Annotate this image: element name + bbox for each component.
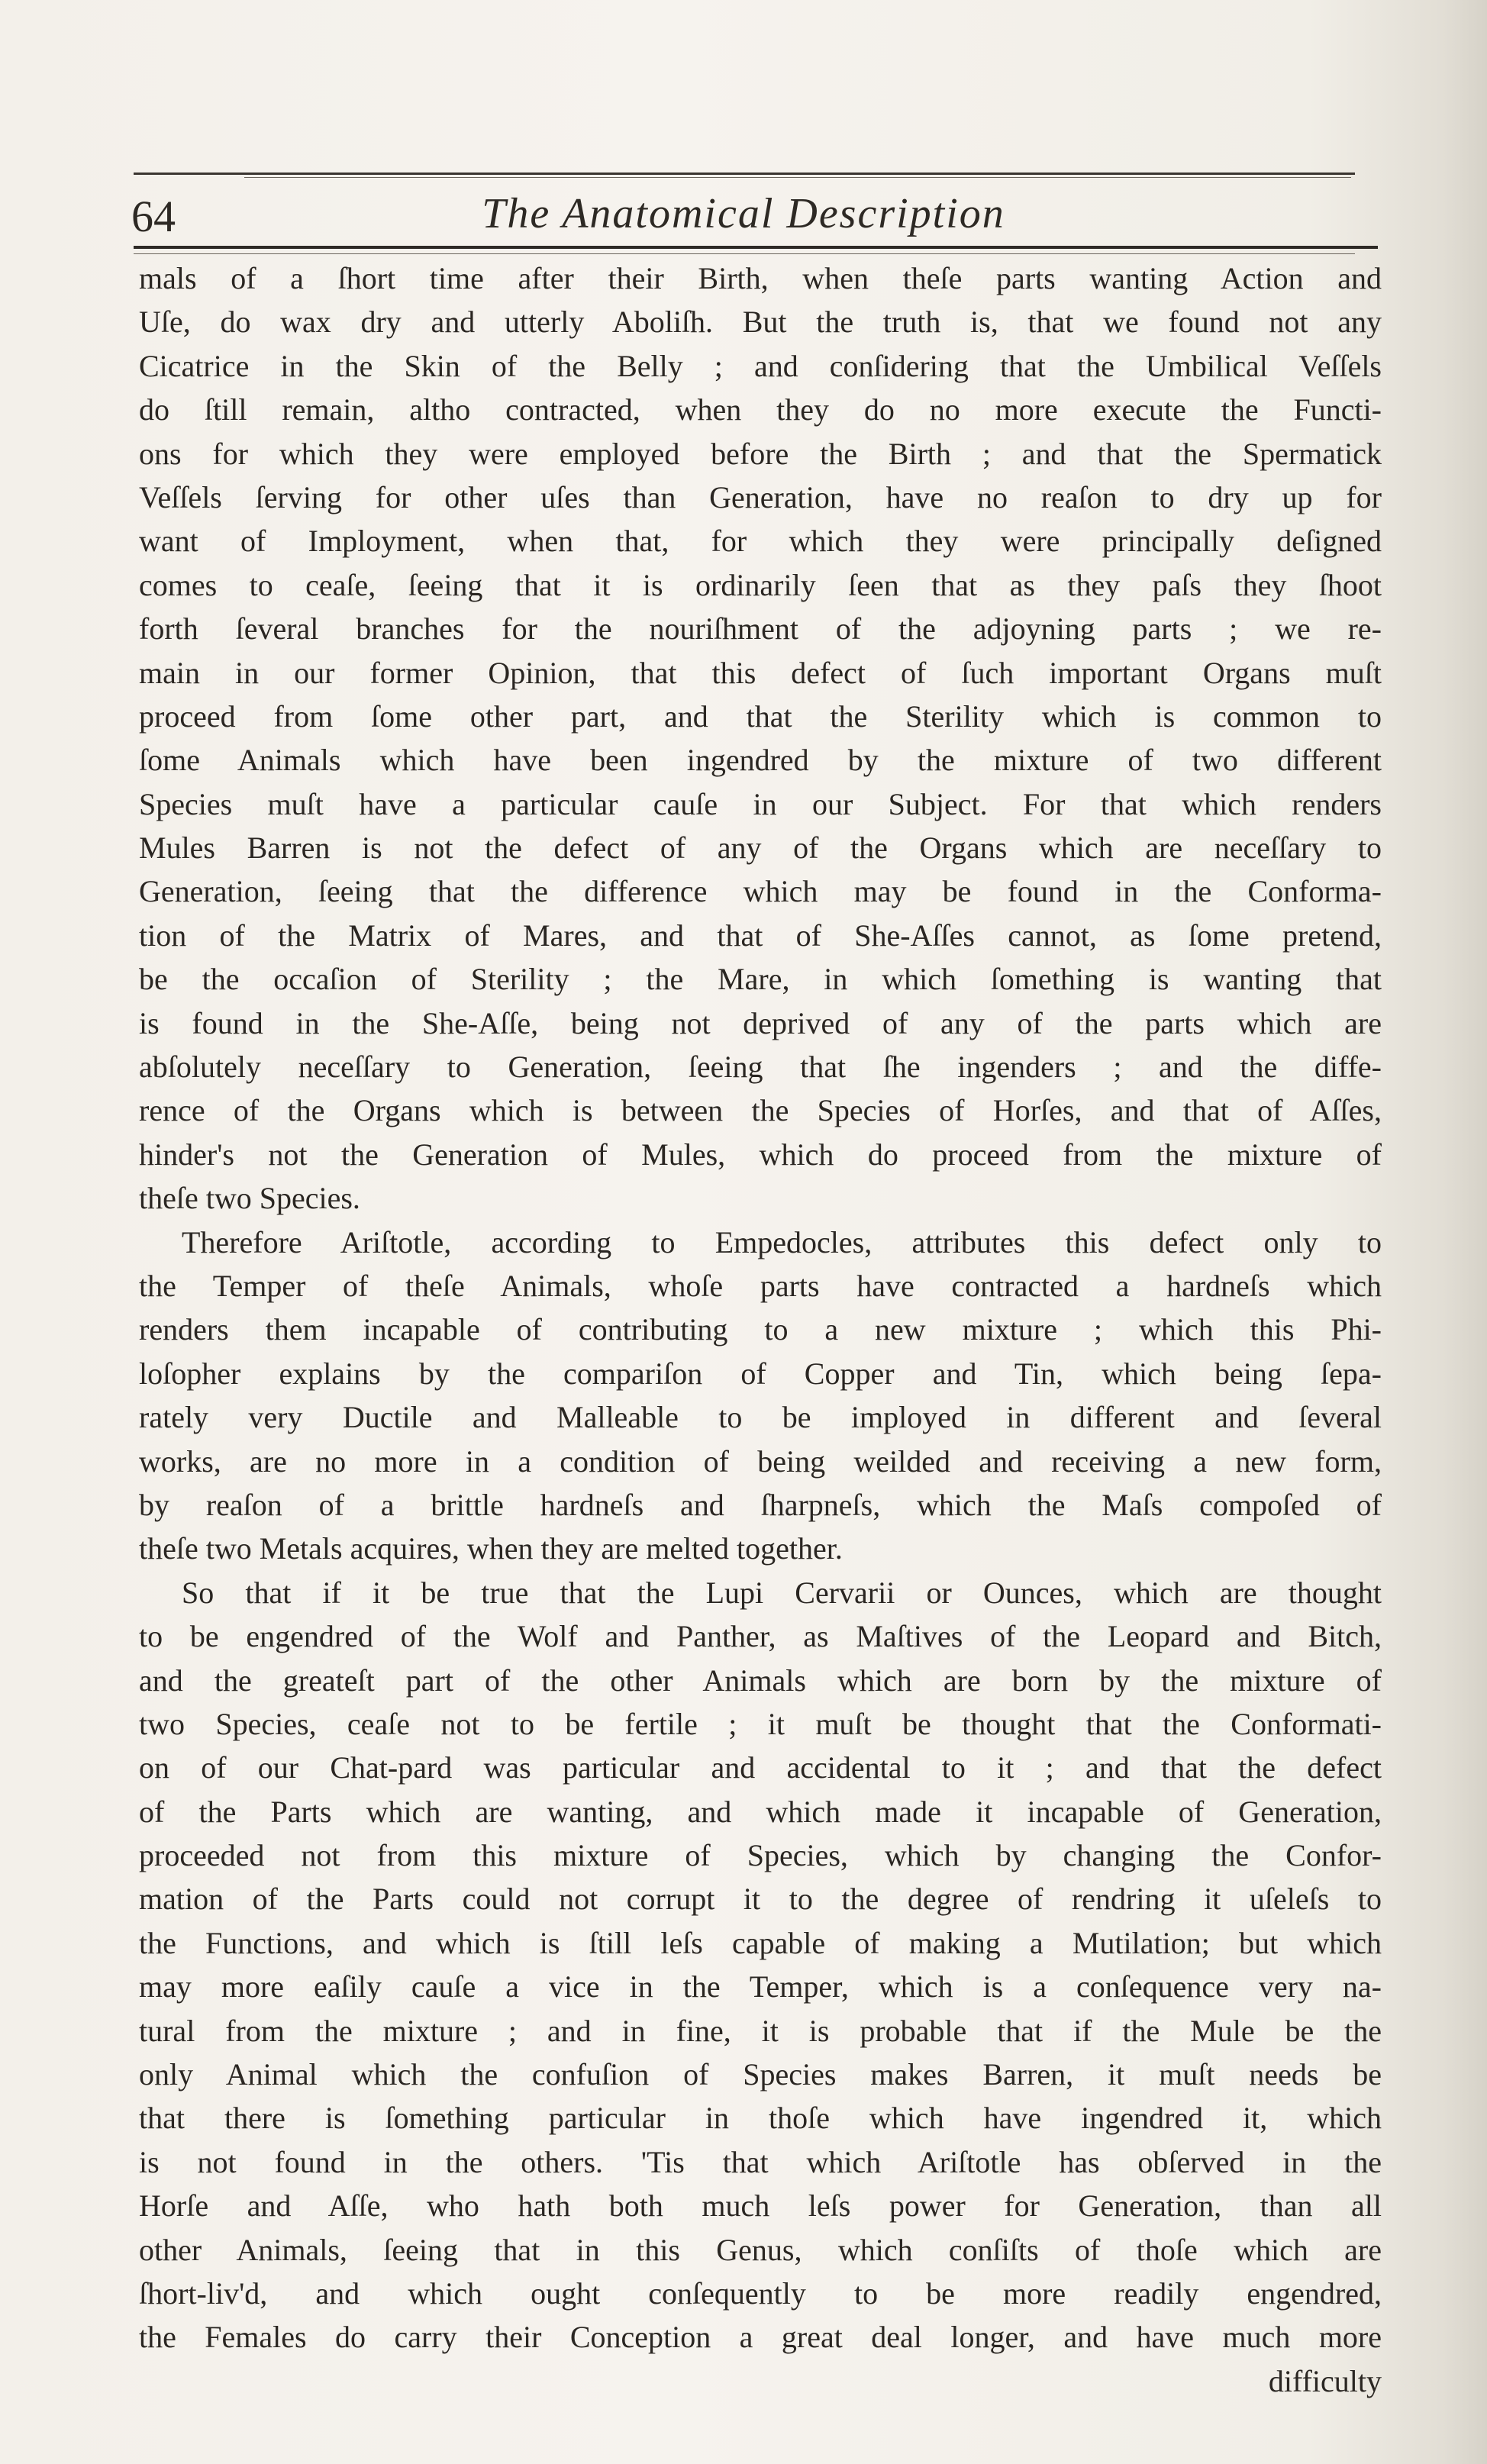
- text-line: Mules Barren is not the defect of any of the Organs which are neceſſary to: [139, 830, 1382, 866]
- body-text: [139, 256, 1382, 2403]
- text-line: proceeded not from this mixture of Species, which by changing the Confor-: [139, 1838, 1382, 1873]
- text-line: theſe two Species.: [139, 1181, 360, 1216]
- text-line: tural from the mixture ; and in fine, it is probable that if the Mule be the: [139, 2013, 1382, 2048]
- text-line: Veſſels ſerving for other uſes than Generation, have no reaſon to dry up for: [139, 479, 1382, 514]
- text-line: theſe two Metals acquires, when they are melted together.: [139, 1531, 843, 1566]
- header-rule-bottom-thin: [134, 253, 1355, 254]
- text-line: two Species, ceaſe not to be fertile ; it muſt be thought that the Conformati-: [139, 1706, 1382, 1741]
- text-line: may more eaſily cauſe a vice in the Temper, which is a conſequence very na-: [139, 1969, 1382, 2004]
- page-number: 64: [131, 192, 176, 241]
- header-rule-top: [134, 173, 1355, 175]
- text-line: proceed from ſome other part, and that the Sterility which is common to: [139, 698, 1382, 734]
- text-line: want of Imployment, when that, for which they were principally deſigned: [139, 524, 1382, 559]
- text-line: ſhort-liv'd, and which ought conſequently to be more readily engendred,: [139, 2275, 1382, 2311]
- text-line: Cicatrice in the Skin of the Belly ; and conſidering that the Umbilical Veſſels: [139, 348, 1382, 383]
- text-line: of the Parts which are wanting, and which made it incapable of Generation,: [139, 1794, 1382, 1829]
- text-line: the Temper of theſe Animals, whoſe parts have contracted a hardneſs which: [139, 1268, 1382, 1303]
- header-rule-bottom: [134, 246, 1378, 249]
- text-line: be the occaſion of Sterility ; the Mare, in which ſomething is wanting that: [139, 962, 1382, 997]
- text-line: renders them incapable of contributing to a new mixture ; which this Phi-: [139, 1312, 1382, 1347]
- text-line: rately very Ductile and Malleable to be imployed in different and ſeveral: [139, 1400, 1382, 1435]
- header-rule-top-thin: [244, 177, 1351, 178]
- text-line: only Animal which the confuſion of Species makes Barren, it muſt needs be: [139, 2057, 1382, 2092]
- text-line: other Animals, ſeeing that in this Genus, which conſiſts of thoſe which are: [139, 2232, 1382, 2267]
- text-line: forth ſeveral branches for the nouriſhment of the adjoyning parts ; we re-: [139, 611, 1382, 647]
- text-line: the Functions, and which is ſtill leſs capable of making a Mutilation; but which: [139, 1925, 1382, 1960]
- text-line: is not found in the others. 'Tis that which Ariſtotle has obſerved in the: [139, 2144, 1382, 2179]
- text-line: ons for which they were employed before the Birth ; and that the Spermatick: [139, 436, 1382, 471]
- text-line: to be engendred of the Wolf and Panther, as Maſtives of the Leopard and Bitch,: [139, 1619, 1382, 1654]
- catchword: difficulty: [1268, 2363, 1382, 2398]
- text-line: Species muſt have a particular cauſe in our Subject. For that which renders: [139, 786, 1382, 821]
- text-line: Generation, ſeeing that the difference which may be found in the Conforma-: [139, 874, 1382, 909]
- text-line: Uſe, do wax dry and utterly Aboliſh. But the truth is, that we found not any: [139, 305, 1382, 340]
- text-line: loſopher explains by the compariſon of Copper and Tin, which being ſepa-: [139, 1356, 1382, 1391]
- text-line: main in our former Opinion, that this defect of ſuch important Organs muſt: [139, 655, 1382, 690]
- text-line: So that if it be true that the Lupi Cervarii or Ounces, which are thought: [182, 1575, 1382, 1610]
- text-line: hinder's not the Generation of Mules, which do proceed from the mixture of: [139, 1137, 1382, 1172]
- text-line: is found in the She-Aſſe, being not deprived of any of the parts which are: [139, 1005, 1382, 1040]
- text-line: abſolutely neceſſary to Generation, ſeeing that ſhe ingenders ; and the diffe-: [139, 1050, 1382, 1085]
- text-line: rence of the Organs which is between the Species of Horſes, and that of Aſſes,: [139, 1093, 1382, 1128]
- text-line: on of our Chat-pard was particular and accidental to it ; and that the defect: [139, 1750, 1382, 1785]
- text-line: by reaſon of a brittle hardneſs and ſharpneſs, which the Maſs compoſed of: [139, 1487, 1382, 1522]
- text-line: comes to ceaſe, ſeeing that it is ordinarily ſeen that as they paſs they ſhoot: [139, 567, 1382, 602]
- text-line: mation of the Parts could not corrupt it to the degree of rendring it uſeleſs to: [139, 1882, 1382, 1917]
- text-line: mals of a ſhort time after their Birth, when theſe parts wanting Action and: [139, 261, 1382, 295]
- text-line: ſome Animals which have been ingendred by the mixture of two different: [139, 743, 1382, 778]
- text-line: do ſtill remain, altho contracted, when they do no more execute the Functi-: [139, 392, 1382, 427]
- text-line: works, are no more in a condition of being weilded and receiving a new form,: [139, 1443, 1382, 1479]
- text-line: Therefore Ariſtotle, according to Empedocles, attributes this defect only to: [182, 1224, 1382, 1259]
- text-line: the Females do carry their Conception a great deal longer, and have much more: [139, 2320, 1382, 2355]
- text-line: Horſe and Aſſe, who hath both much leſs power for Generation, than all: [139, 2188, 1382, 2224]
- text-line: and the greateſt part of the other Animals which are born by the mixture of: [139, 1663, 1382, 1698]
- text-line: that there is ſomething particular in thoſe which have ingendred it, which: [139, 2101, 1382, 2136]
- text-line: tion of the Matrix of Mares, and that of She-Aſſes cannot, as ſome pretend,: [139, 918, 1382, 953]
- running-title: The Anatomical Description: [482, 190, 1005, 237]
